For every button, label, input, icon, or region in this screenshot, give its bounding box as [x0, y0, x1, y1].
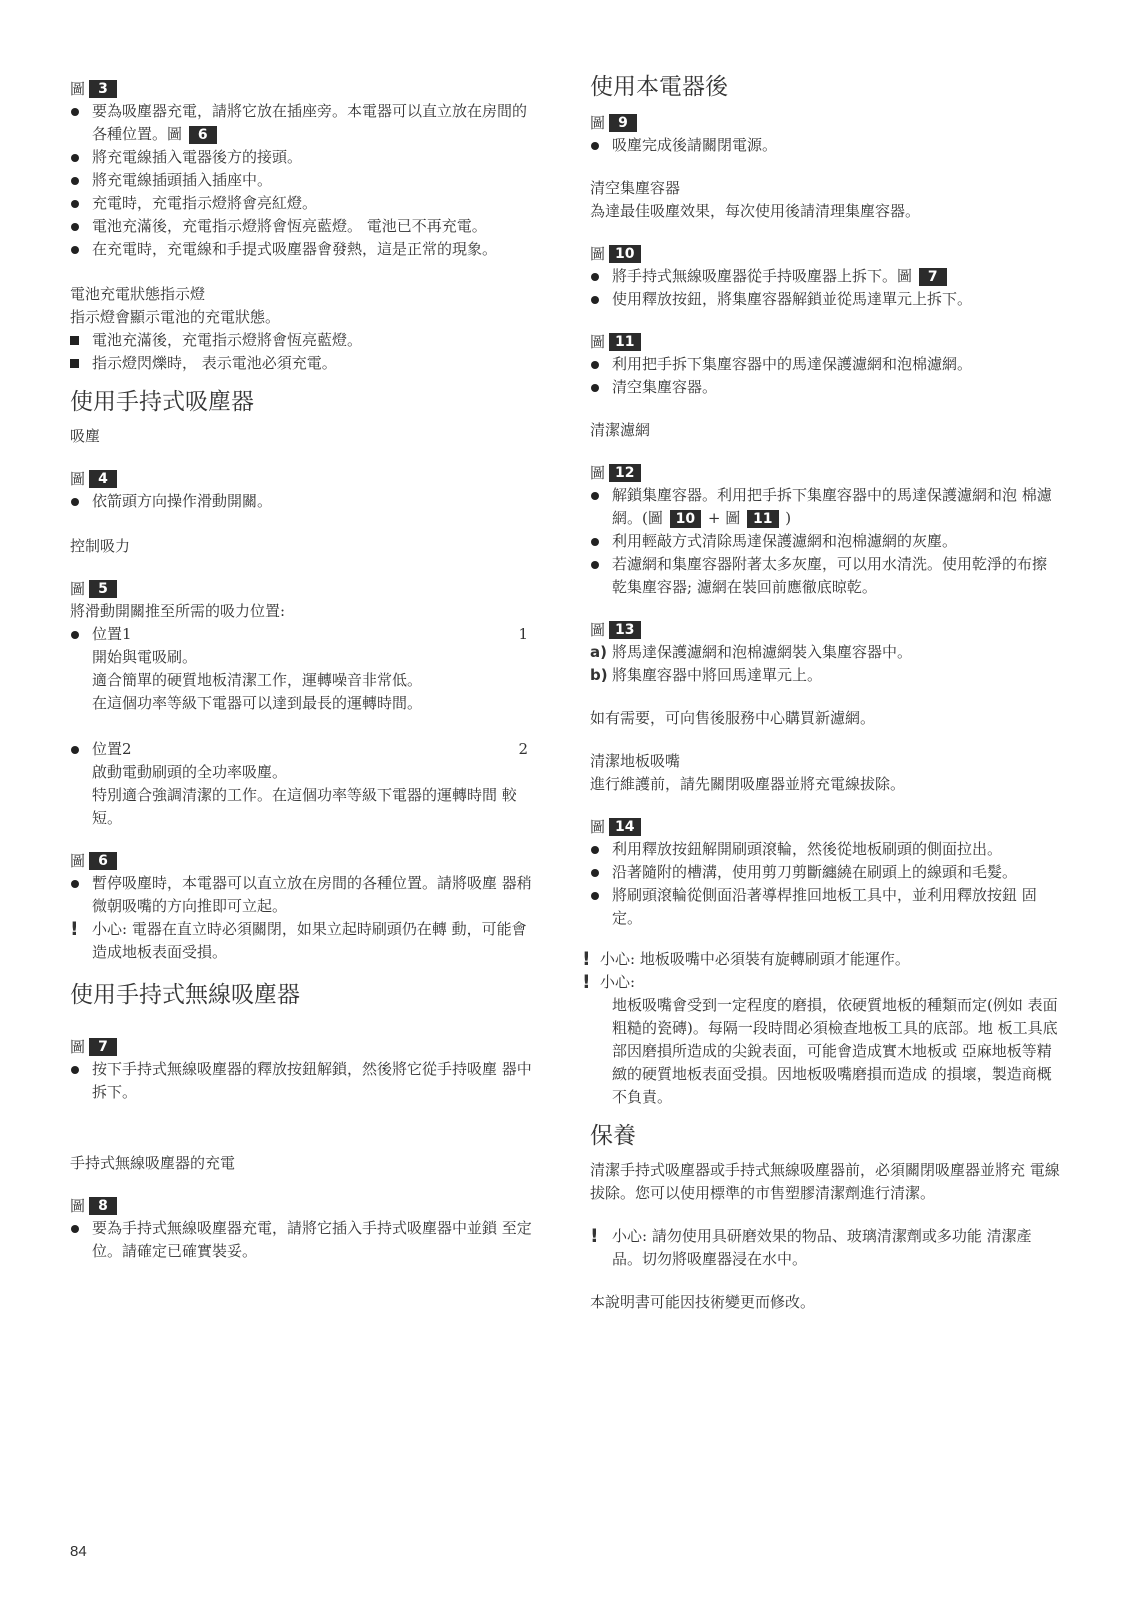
- warning-icon: !: [590, 1225, 599, 1247]
- care-intro: 清潔手持式吸塵器或手持式無線吸塵器前，必須關閉吸塵器並將充 電線拔除。您可以使用標準的市售塑膠清潔劑進行清潔。: [590, 1161, 1060, 1202]
- figure-badge: 13: [609, 621, 640, 639]
- list-item: 利用把手拆下集塵容器中的馬達保護濾網和泡棉濾網。: [590, 353, 1060, 376]
- empty-intro: 為達最佳吸塵效果，每次使用後請清理集塵容器。: [590, 202, 921, 220]
- footer-note: 本說明書可能因技術變更而修改。: [590, 1293, 816, 1311]
- caution-note: ! 小心: 請勿使用具研磨效果的物品、玻璃清潔劑或多功能 清潔產品。切勿將吸塵器浸在水中。: [590, 1225, 1032, 1268]
- filter-heading: 清潔濾網: [590, 421, 651, 439]
- position-1: 位置1 1: [70, 623, 540, 646]
- list-item: 將充電線插頭插入插座中。: [70, 169, 540, 192]
- figure-badge: 11: [609, 333, 640, 351]
- step-b: b) 將集塵容器中將回馬達單元上。: [590, 666, 823, 684]
- warning-icon: !: [582, 971, 591, 993]
- caution-note: ! 小心:: [582, 971, 636, 993]
- caution-body: 地板吸嘴會受到一定程度的磨損，依硬質地板的種類而定(例如 表面粗糙的瓷磚)。每隔一段時間必須檢查地板工具的底部。地 板工具底部因磨損所造成的尖銳表面，可能會造成實木地板或 亞麻地板等精緻的硬質地板表面受損。因地板吸嘴磨損而造成 的損壞，製造商概不負責。: [612, 996, 1058, 1106]
- figure-badge: 14: [609, 818, 640, 836]
- list-item: 解鎖集塵容器。利用把手拆下集塵容器中的馬達保護濾網和泡 棉濾網。(圖 10 + 圖 11 ): [590, 484, 1060, 530]
- step-a: a) 將馬達保護濾網和泡棉濾網裝入集塵容器中。: [590, 643, 913, 661]
- figure-ref-8: 圖 8: [70, 1195, 540, 1217]
- nozzle-intro: 進行維護前，請先關閉吸塵器並將充電線拔除。: [590, 775, 906, 793]
- battery-heading: 電池充電狀態指示燈: [70, 285, 206, 303]
- list-item: 沿著隨附的槽溝，使用剪刀剪斷纏繞在刷頭上的線頭和毛髮。: [590, 861, 1060, 884]
- figure-ref-10: 圖 10: [590, 243, 1060, 265]
- figure-badge: 11: [747, 510, 778, 528]
- section-heading-care: 保養: [590, 1123, 636, 1149]
- figure-badge: 8: [89, 1197, 117, 1215]
- list-item: 將手持式無線吸塵器從手持吸塵器上拆下。圖 7: [590, 265, 1060, 288]
- list-item: 依箭頭方向操作滑動開關。: [70, 490, 540, 513]
- list-item: 利用輕敲方式清除馬達保護濾網和泡棉濾網的灰塵。: [590, 530, 1060, 553]
- figure-ref-6: 圖 6: [70, 850, 540, 872]
- warning-icon: !: [582, 948, 591, 970]
- suction-intro: 將滑動開關推至所需的吸力位置:: [70, 602, 286, 620]
- section-heading-after-use: 使用本電器後: [590, 74, 728, 100]
- list-item: 使用釋放按鈕，將集塵容器解鎖並從馬達單元上拆下。: [590, 288, 1060, 311]
- figure-badge: 6: [189, 126, 217, 144]
- list-item: 將刷頭滾輪從側面沿著導桿推回地板工具中，並利用釋放按鈕 固定。: [590, 884, 1060, 930]
- figure-label: 圖: [70, 79, 86, 98]
- suction-heading: 控制吸力: [70, 537, 131, 555]
- caution-note: ! 小心: 電器在直立時必須關閉，如果立起時刷頭仍在轉 動，可能會造成地板表面受損。: [70, 918, 527, 961]
- figure-ref-5: 圖 5: [70, 578, 540, 600]
- charging-heading: 手持式無線吸塵器的充電: [70, 1154, 236, 1172]
- position-2: 位置2 2: [70, 738, 540, 761]
- figure-badge: 9: [609, 114, 637, 132]
- list-item: 吸塵完成後請關閉電源。: [590, 134, 1060, 157]
- list-item: 清空集塵容器。: [590, 376, 1060, 399]
- section-heading-cordless: 使用手持式無線吸塵器: [70, 982, 300, 1008]
- list-item: 要為吸塵器充電，請將它放在插座旁。本電器可以直立放在房間的各種位置。圖 6: [70, 100, 540, 146]
- list-item: 在充電時，充電線和手提式吸塵器會發熱，這是正常的現象。: [70, 238, 540, 261]
- nozzle-heading: 清潔地板吸嘴: [590, 752, 681, 770]
- figure-ref-12: 圖 12: [590, 462, 1060, 484]
- caution-note: ! 小心: 地板吸嘴中必須裝有旋轉刷頭才能運作。: [582, 948, 910, 970]
- figure-badge: 6: [89, 852, 117, 870]
- figure-ref-9: 圖 9: [590, 112, 1060, 134]
- figure-ref-13: 圖 13: [590, 619, 1060, 641]
- page-number: 84: [70, 1543, 87, 1560]
- figure-badge: 10: [670, 510, 701, 528]
- list-item: 指示燈閃爍時， 表示電池必須充電。: [70, 352, 540, 375]
- warning-icon: !: [70, 918, 79, 940]
- section-heading-handheld: 使用手持式吸塵器: [70, 389, 254, 415]
- figure-badge: 10: [609, 245, 640, 263]
- figure-badge: 12: [609, 464, 640, 482]
- figure-ref-4: 圖 4: [70, 468, 540, 490]
- left-column: 圖 3 要為吸塵器充電，請將它放在插座旁。本電器可以直立放在房間的各種位置。圖 6 將充電線插入電器後方的接頭。 將充電線插頭插入插座中。 充電時，充電指示燈將會亮紅燈。 電池充滿後，充電指示燈將會恆亮藍燈。 電池已不再充電。 在充電時，充電線和手提式吸塵器會發熱，這是正常的現象。 電池充電狀態指示燈 指示燈會顯示電池的充電狀態。 電池充滿後，充電指示燈將會恆亮藍燈。 指示燈閃爍時， 表示電池必須充電。 使用手持式吸塵器 吸塵 圖 4 依箭頭方向操作滑動開關。 控制吸力 圖 5 將滑動開關推至所需的吸力位置: 位置1 1 開始與電吸刷。 適合簡單的硬質地板清潔工作，運轉噪音非常低。 在這個功率等級下電器可以達到最長的運轉時間。 位置2 2 啟動電動刷頭的全功率吸塵。 特別適合強調清潔的工作。在這個功率等級下電器的運轉時間 較短。 圖 6 暫停吸塵時，本電器可以直立放在房間的各種位置。請將吸塵 器稍微朝吸嘴的方向推即可立起。 ! 小心: 電器在直立時必須關閉，如果立起時刷頭仍在轉 動，可能會造成地板表面受損。 使用手持式無線吸塵器 圖 7 按下手持式無線吸塵器的釋放按鈕解鎖，然後將它從手持吸塵 器中拆下。 手持式無線吸塵器的充電 圖 8 要為手持式無線吸塵器充電，請將它插入手持式吸塵器中並鎖 至定位。請確定已確實裝妥。: [70, 72, 540, 1263]
- list-item: 電池充滿後，充電指示燈將會恆亮藍燈。 電池已不再充電。: [70, 215, 540, 238]
- right-column: [582, 72, 1060, 1314]
- figure-ref-3: [70, 78, 540, 100]
- figure-badge: 4: [89, 470, 117, 488]
- list-item: 電池充滿後，充電指示燈將會恆亮藍燈。: [70, 329, 540, 352]
- figure-ref-7: 圖 7: [70, 1036, 540, 1058]
- list-item: 利用釋放按鈕解開刷頭滾輪，然後從地板刷頭的側面拉出。: [590, 838, 1060, 861]
- list-item: 將充電線插入電器後方的接頭。: [70, 146, 540, 169]
- figure-ref-14: 圖 14: [590, 816, 1060, 838]
- empty-heading: 清空集塵容器: [590, 179, 681, 197]
- list-item: 暫停吸塵時，本電器可以直立放在房間的各種位置。請將吸塵 器稍微朝吸嘴的方向推即可立起。: [70, 872, 540, 918]
- battery-intro: 指示燈會顯示電池的充電狀態。: [70, 308, 281, 326]
- list-item: 充電時，充電指示燈將會亮紅燈。: [70, 192, 540, 215]
- charging-list: [70, 100, 540, 261]
- figure-ref-11: 圖 11: [590, 331, 1060, 353]
- list-item: 按下手持式無線吸塵器的釋放按鈕解鎖，然後將它從手持吸塵 器中拆下。: [70, 1058, 540, 1104]
- list-item: 要為手持式無線吸塵器充電，請將它插入手持式吸塵器中並鎖 至定位。請確定已確實裝妥。: [70, 1217, 540, 1263]
- new-filter-note: 如有需要，可向售後服務中心購買新濾網。: [590, 709, 876, 727]
- list-item: 若濾網和集塵容器附著太多灰塵，可以用水清洗。使用乾淨的布擦乾集塵容器; 濾網在裝回前應徹底晾乾。: [590, 553, 1060, 599]
- figure-badge: 5: [89, 580, 117, 598]
- figure-badge: 3: [89, 80, 117, 98]
- figure-badge: 7: [89, 1038, 117, 1056]
- vacuuming-heading: 吸塵: [70, 427, 101, 445]
- figure-badge: 7: [919, 268, 947, 286]
